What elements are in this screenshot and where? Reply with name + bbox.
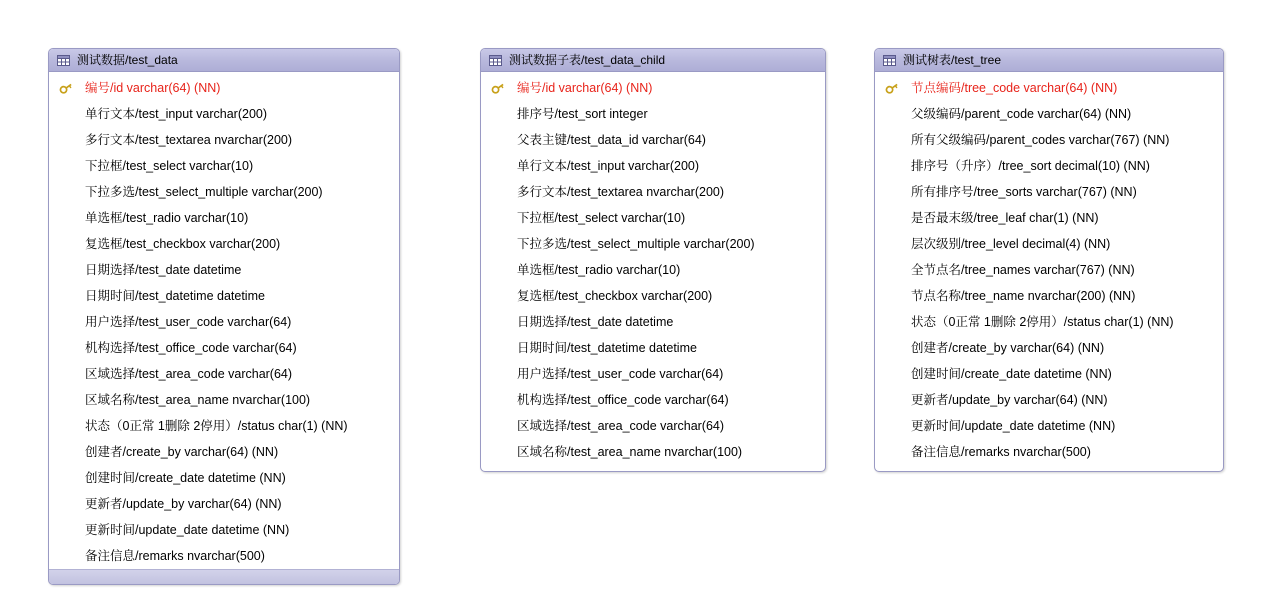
attribute-label: 编号/id varchar(64) (NN) bbox=[85, 80, 221, 95]
attribute-row[interactable] bbox=[481, 257, 825, 283]
attribute-label: 区域选择/test_area_code varchar(64) bbox=[517, 418, 725, 433]
attribute-row[interactable] bbox=[875, 101, 1223, 127]
attribute-row[interactable] bbox=[481, 153, 825, 179]
attribute-label: 创建时间/create_date datetime (NN) bbox=[911, 366, 1112, 381]
primary-key-icon bbox=[59, 82, 85, 94]
attribute-label: 创建时间/create_date datetime (NN) bbox=[85, 470, 286, 485]
attribute-row[interactable] bbox=[875, 231, 1223, 257]
attribute-row[interactable] bbox=[481, 361, 825, 387]
attribute-row[interactable] bbox=[49, 413, 399, 439]
attribute-row[interactable] bbox=[49, 361, 399, 387]
attribute-label: 单行文本/test_input varchar(200) bbox=[85, 106, 268, 121]
attribute-label: 日期时间/test_datetime datetime bbox=[85, 288, 265, 303]
entity-title: 测试数据/test_data bbox=[77, 53, 178, 67]
attribute-row[interactable] bbox=[481, 439, 825, 465]
attribute-row[interactable] bbox=[49, 439, 399, 465]
attribute-label: 复选框/test_checkbox varchar(200) bbox=[517, 288, 713, 303]
attribute-label: 单选框/test_radio varchar(10) bbox=[85, 210, 249, 225]
attribute-row[interactable] bbox=[49, 205, 399, 231]
attribute-row[interactable] bbox=[875, 179, 1223, 205]
entity-attribute-list bbox=[49, 72, 399, 569]
attribute-row[interactable] bbox=[49, 101, 399, 127]
attribute-row[interactable] bbox=[481, 283, 825, 309]
attribute-label: 日期选择/test_date datetime bbox=[85, 262, 242, 277]
attribute-row[interactable] bbox=[49, 335, 399, 361]
attribute-label: 区域名称/test_area_name nvarchar(100) bbox=[85, 392, 311, 407]
attribute-label: 机构选择/test_office_code varchar(64) bbox=[517, 392, 729, 407]
attribute-label: 节点名称/tree_name nvarchar(200) (NN) bbox=[911, 288, 1136, 303]
entity-test_data[interactable] bbox=[48, 48, 400, 585]
entity-header-test_tree[interactable] bbox=[875, 49, 1223, 72]
attribute-label: 单选框/test_radio varchar(10) bbox=[517, 262, 681, 277]
attribute-label: 更新者/update_by varchar(64) (NN) bbox=[911, 392, 1108, 407]
attribute-label: 节点编码/tree_code varchar(64) (NN) bbox=[911, 80, 1118, 95]
attribute-row[interactable] bbox=[49, 153, 399, 179]
attribute-row[interactable] bbox=[49, 257, 399, 283]
attribute-label: 编号/id varchar(64) (NN) bbox=[517, 80, 653, 95]
attribute-label: 下拉框/test_select varchar(10) bbox=[85, 158, 254, 173]
attribute-label: 多行文本/test_textarea nvarchar(200) bbox=[85, 132, 293, 147]
attribute-row[interactable] bbox=[875, 387, 1223, 413]
attribute-row[interactable] bbox=[49, 543, 399, 569]
attribute-label: 父级编码/parent_code varchar(64) (NN) bbox=[911, 106, 1132, 121]
attribute-row[interactable] bbox=[481, 231, 825, 257]
attribute-row[interactable] bbox=[49, 491, 399, 517]
attribute-row[interactable] bbox=[49, 387, 399, 413]
attribute-label: 下拉多选/test_select_multiple varchar(200) bbox=[517, 236, 755, 251]
attribute-label: 区域名称/test_area_name nvarchar(100) bbox=[517, 444, 743, 459]
attribute-row[interactable] bbox=[481, 309, 825, 335]
entity-bottom-padding bbox=[875, 465, 1223, 471]
attribute-row[interactable] bbox=[49, 465, 399, 491]
attribute-row-primary-key[interactable] bbox=[49, 75, 399, 101]
attribute-label: 创建者/create_by varchar(64) (NN) bbox=[911, 340, 1105, 355]
entity-bottom-padding bbox=[481, 465, 825, 471]
attribute-label: 父表主键/test_data_id varchar(64) bbox=[517, 132, 706, 147]
entity-test_data_child[interactable] bbox=[480, 48, 826, 472]
attribute-row[interactable] bbox=[49, 231, 399, 257]
table-icon bbox=[57, 55, 70, 66]
attribute-row[interactable] bbox=[875, 257, 1223, 283]
attribute-row[interactable] bbox=[875, 335, 1223, 361]
attribute-label: 所有排序号/tree_sorts varchar(767) (NN) bbox=[911, 184, 1137, 199]
attribute-row[interactable] bbox=[49, 179, 399, 205]
attribute-label: 全节点名/tree_names varchar(767) (NN) bbox=[911, 262, 1135, 277]
table-icon bbox=[883, 55, 896, 66]
attribute-row[interactable] bbox=[875, 205, 1223, 231]
entity-header-test_data_child[interactable] bbox=[481, 49, 825, 72]
entity-test_tree[interactable] bbox=[874, 48, 1224, 472]
primary-key-icon bbox=[885, 82, 911, 94]
attribute-row[interactable] bbox=[875, 413, 1223, 439]
attribute-label: 用户选择/test_user_code varchar(64) bbox=[517, 366, 724, 381]
attribute-row-primary-key[interactable] bbox=[875, 75, 1223, 101]
attribute-label: 下拉多选/test_select_multiple varchar(200) bbox=[85, 184, 323, 199]
attribute-label: 多行文本/test_textarea nvarchar(200) bbox=[517, 184, 725, 199]
attribute-row[interactable] bbox=[481, 101, 825, 127]
attribute-row[interactable] bbox=[49, 283, 399, 309]
attribute-label: 备注信息/remarks nvarchar(500) bbox=[85, 548, 265, 563]
entity-title: 测试数据子表/test_data_child bbox=[509, 53, 666, 67]
attribute-label: 复选框/test_checkbox varchar(200) bbox=[85, 236, 281, 251]
attribute-label: 层次级别/tree_level decimal(4) (NN) bbox=[911, 236, 1111, 251]
attribute-row[interactable] bbox=[875, 283, 1223, 309]
attribute-label: 状态（0正常 1删除 2停用）/status char(1) (NN) bbox=[911, 314, 1174, 329]
attribute-label: 用户选择/test_user_code varchar(64) bbox=[85, 314, 292, 329]
attribute-label: 区域选择/test_area_code varchar(64) bbox=[85, 366, 293, 381]
attribute-row[interactable] bbox=[875, 153, 1223, 179]
attribute-row[interactable] bbox=[875, 439, 1223, 465]
attribute-label: 排序号（升序）/tree_sort decimal(10) (NN) bbox=[911, 158, 1150, 173]
attribute-label: 状态（0正常 1删除 2停用）/status char(1) (NN) bbox=[85, 418, 348, 433]
attribute-row[interactable] bbox=[481, 387, 825, 413]
attribute-label: 日期选择/test_date datetime bbox=[517, 314, 674, 329]
attribute-label: 日期时间/test_datetime datetime bbox=[517, 340, 697, 355]
attribute-row[interactable] bbox=[875, 127, 1223, 153]
attribute-label: 备注信息/remarks nvarchar(500) bbox=[911, 444, 1091, 459]
attribute-row[interactable] bbox=[49, 517, 399, 543]
entity-footer bbox=[49, 569, 399, 584]
entity-title: 测试树表/test_tree bbox=[903, 53, 1002, 67]
attribute-row[interactable] bbox=[481, 205, 825, 231]
table-icon bbox=[489, 55, 502, 66]
attribute-label: 机构选择/test_office_code varchar(64) bbox=[85, 340, 297, 355]
attribute-label: 更新者/update_by varchar(64) (NN) bbox=[85, 496, 282, 511]
entity-attribute-list bbox=[481, 72, 825, 465]
attribute-label: 下拉框/test_select varchar(10) bbox=[517, 210, 686, 225]
attribute-row[interactable] bbox=[875, 361, 1223, 387]
attribute-label: 所有父级编码/parent_codes varchar(767) (NN) bbox=[911, 132, 1170, 147]
attribute-row[interactable] bbox=[49, 309, 399, 335]
entity-header-test_data[interactable] bbox=[49, 49, 399, 72]
attribute-row[interactable] bbox=[49, 127, 399, 153]
attribute-row[interactable] bbox=[481, 179, 825, 205]
attribute-row[interactable] bbox=[481, 127, 825, 153]
attribute-label: 更新时间/update_date datetime (NN) bbox=[911, 418, 1116, 433]
attribute-row-primary-key[interactable] bbox=[481, 75, 825, 101]
attribute-row[interactable] bbox=[875, 309, 1223, 335]
attribute-label: 单行文本/test_input varchar(200) bbox=[517, 158, 700, 173]
attribute-row[interactable] bbox=[481, 413, 825, 439]
attribute-label: 创建者/create_by varchar(64) (NN) bbox=[85, 444, 279, 459]
attribute-label: 更新时间/update_date datetime (NN) bbox=[85, 522, 290, 537]
attribute-label: 排序号/test_sort integer bbox=[517, 106, 648, 121]
attribute-label: 是否最末级/tree_leaf char(1) (NN) bbox=[911, 210, 1099, 225]
entity-attribute-list bbox=[875, 72, 1223, 465]
primary-key-icon bbox=[491, 82, 517, 94]
attribute-row[interactable] bbox=[481, 335, 825, 361]
